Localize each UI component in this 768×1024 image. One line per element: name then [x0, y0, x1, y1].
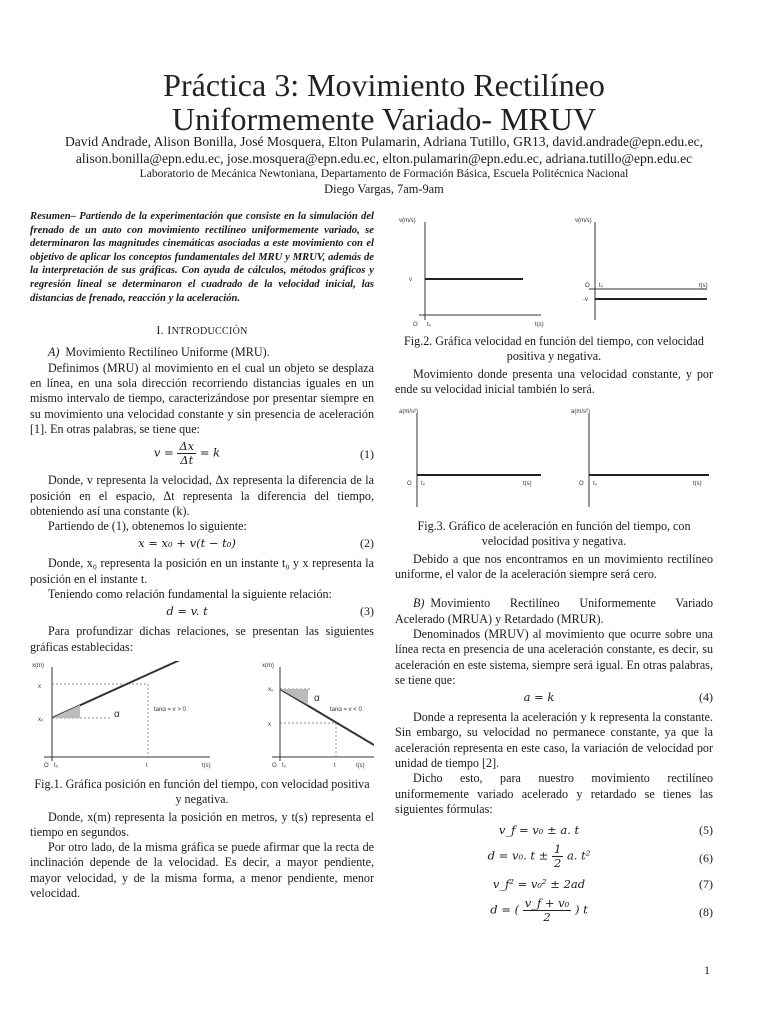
fig2-left-origin: O — [413, 322, 418, 328]
fig3-left-graph — [399, 409, 541, 507]
fig1-left-relation: tanα = v > 0 — [154, 706, 186, 713]
fig2-left-y-axis-label: v(m/s) — [399, 218, 416, 224]
eq6-fraction — [552, 843, 563, 870]
subsection-b-title: Movimiento Rectilíneo Uniformemente Variado Acelerado (MRUA) y Retardado (MRUR). — [395, 596, 713, 626]
section-rest: NTRODUCCIÓN — [171, 326, 248, 338]
paragraph: Movimiento donde presenta una velocidad constante, y por ende su velocidad inicial también lo será. — [395, 366, 713, 396]
fig2-right-v-label: -v — [583, 297, 588, 303]
figure-1-caption: Fig.1. Gráfica posición en función del tiempo, con velocidad positiva y negativa. — [34, 776, 370, 807]
equation-3 — [30, 604, 374, 622]
fig2-left-t0: t₀ — [427, 322, 432, 328]
fig1-right-position-line — [280, 689, 374, 745]
paragraph: Denominados (MRUV) al movimiento que ocurre sobre una línea recta en presencia de una aceleración constante, es decir, su aceleración en este sistema, siempre será igual. En otras palabras, se tiene que: — [395, 626, 713, 687]
equation-4 — [395, 690, 713, 708]
fig1-right-alpha: α — [314, 692, 320, 704]
paragraph: Donde, x(m) representa la posición en metros, y t(s) representa el tiempo en segundos. — [30, 809, 374, 839]
left-column — [30, 210, 374, 901]
paragraph: Definimos (MRU) al movimiento en el cual un objeto se desplaza en línea, en una sola dirección recorriendo distancias iguales en un mismo intervalo de tiempo, caracterizándose por presentar siempre en su movimiento una velocidad constante y sin presencia de aceleración [1]. En otras palabras, se tiene que: — [30, 360, 374, 436]
figure-3-caption: Fig.3. Gráfico de aceleración en función del tiempo, con velocidad positiva y negativa. — [417, 519, 691, 549]
fig1-left-t: t — [146, 762, 148, 769]
fig2-left-v-label: v — [409, 277, 412, 283]
equation-8 — [395, 897, 713, 929]
equation-number: (6) — [699, 851, 713, 866]
fig1-right-x-label: x — [268, 721, 271, 728]
abstract: Resumen– Partiendo de la experimentación que consiste en la simulación del frenado de un auto con movimiento rectilíneo uniformemente variado, se determinaron las magnitudes cinemáticas asociadas a este movimiento con el objetivo de aplicar los conceptos fundamentales del MRU y MRUV, además de la interpretación de sus gráficas. Con ayuda de cálculos, métodos gráficos y regresión lineal se determinaron el cuadrado de la velocidad inicial, las distancias de frenado, reacción y la aceleración. — [30, 211, 374, 304]
fig3-left-origin: O — [407, 481, 412, 488]
fig3-left-t0: t₀ — [421, 481, 426, 488]
fig1-left-x-label: x — [38, 683, 41, 690]
paper-title: Práctica 3: Movimiento Rectilíneo Uniformemente Variado- MRUV — [163, 67, 605, 137]
eq4-body: a = k — [523, 690, 555, 705]
equation-number: (3) — [360, 604, 374, 619]
fig2-left-x-axis-label: t(s) — [535, 322, 544, 328]
paragraph: Para profundizar dichas relaciones, se presentan las siguientes gráficas establecidas: — [30, 624, 374, 654]
equation-2 — [30, 536, 374, 554]
section-number: I. — [156, 323, 164, 338]
equation-number: (8) — [699, 905, 713, 920]
equation-number: (7) — [699, 877, 713, 892]
equation-number: (1) — [360, 447, 374, 462]
paragraph: Donde, v representa la velocidad, Δx representa la diferencia de la posición en el espacio, Δt representa la diferencia del tiempo, obteniendo así una constante (k). — [30, 473, 374, 518]
eq2-body: x = x₀ + v(t − t₀) — [138, 536, 236, 551]
subsection-b — [395, 596, 713, 627]
eq6-denominator: 2 — [553, 856, 562, 871]
author-list: David Andrade, Alison Bonilla, José Mosquera, Elton Pulamarin, Adriana Tutillo, GR13, david.andrade@epn.edu.ec, alison.bonilla@epn.edu.ec, jose.mosquera@epn.edu.ec, elton.pulamarin@epn.edu.ec, adriana.tutillo@epn.edu.ec — [64, 134, 704, 166]
fig1-left-alpha: α — [114, 708, 120, 720]
fig1-right-x0-label: x₀ — [268, 686, 274, 693]
fig3-left-y-axis-label: a(m/s²) — [399, 409, 418, 416]
subsection-b-label: B) — [413, 596, 425, 611]
fig2-right-origin: O — [585, 283, 590, 289]
equation-7 — [395, 877, 713, 895]
fig1-right-origin: O — [272, 762, 277, 769]
paragraph: Teniendo como relación fundamental la siguiente relación: — [48, 587, 332, 602]
figure-2-caption: Fig.2. Gráfica velocidad en función del tiempo, con velocidad positiva y negativa. — [404, 334, 704, 364]
subsection-a — [30, 345, 374, 360]
fig2-right-x-axis-label: t(s) — [699, 283, 708, 289]
eq8-post: ) t — [574, 902, 588, 917]
affiliation: Laboratorio de Mecánica Newtoniana, Departamento de Formación Básica, Escuela Politécnica Nacional — [139, 167, 629, 180]
fig1-right-relation: tanα = v < 0 — [330, 706, 362, 713]
eq1-fraction — [177, 440, 196, 467]
fig1-left-x0-label: x₀ — [38, 716, 44, 723]
eq3-body: d = v. t — [166, 604, 208, 619]
figure-3-graphs — [395, 403, 713, 515]
fig3-right-t0: t₀ — [593, 481, 598, 488]
fig1-left-y-axis-label: x(m) — [32, 662, 44, 669]
figure-2-graphs — [395, 212, 713, 330]
fig2-right-graph — [575, 218, 708, 320]
paragraph: Donde a representa la aceleración y k representa la constante. Sin embargo, su velocidad no permanece constante, ya que la aceleración representa en este caso, la variación de velocidad por unidad de tiempo [2]. — [395, 710, 713, 771]
fig3-right-graph — [571, 409, 709, 507]
fig1-left-graph — [32, 661, 211, 769]
figure-1-graphs — [30, 661, 374, 773]
paragraph: Dicho esto, para nuestro movimiento rectilíneo uniformemente variado acelerado y retardado se tienes las siguientes fórmulas: — [395, 771, 713, 816]
paragraph: Por otro lado, de la misma gráfica se puede afirmar que la recta de inclinación depende de la velocidad. Es decir, a mayor pendiente, mayor velocidad, y de la misma forma, a menor pendiente, menor velocidad. — [30, 840, 374, 900]
figure-1 — [30, 661, 374, 808]
eq1-numerator: Δx — [179, 439, 195, 454]
equation-number: (4) — [699, 690, 713, 705]
fig1-right-t: t — [334, 762, 336, 769]
professor-schedule: Diego Vargas, 7am-9am — [324, 182, 444, 196]
fig2-right-t0: t₀ — [599, 283, 604, 289]
paragraph: Debido a que nos encontramos en un movimiento rectilíneo uniforme, el valor de la aceleración siempre será cero. — [395, 551, 713, 582]
fig3-right-y-axis-label: a(m/s²) — [571, 409, 590, 416]
eq5-body: v_f = v₀ ± a. t — [498, 823, 580, 838]
section-heading-introduccion — [30, 323, 374, 339]
fig3-left-x-axis-label: t(s) — [523, 481, 532, 488]
eq8-fraction — [523, 897, 572, 924]
eq8-pre: d = ( — [490, 902, 520, 917]
eq6-pre: d = v₀. t ± — [487, 848, 549, 863]
eq8-denominator: 2 — [543, 910, 551, 925]
fig3-right-x-axis-label: t(s) — [693, 481, 702, 488]
eq1-denominator: Δt — [180, 453, 194, 468]
section-initial: I — [167, 323, 172, 338]
fig1-right-y-axis-label: x(m) — [262, 662, 274, 669]
fig3-right-origin: O — [579, 481, 584, 488]
figure-2 — [395, 212, 713, 365]
fig1-left-t0: t₀ — [54, 762, 59, 769]
fig1-right-graph — [262, 663, 374, 769]
eq6-numerator: 1 — [553, 842, 562, 857]
paragraph: Partiendo de (1), obtenemos lo siguiente: — [48, 519, 247, 534]
eq8-numerator: v_f + v₀ — [524, 896, 570, 911]
equation-5 — [395, 823, 713, 841]
paragraph: Donde, x₀ representa la posición en un instante t₀ y x representa la posición en el instante t. — [30, 556, 374, 586]
eq6-post: a. t² — [566, 848, 591, 863]
fig1-left-origin: O — [44, 762, 49, 769]
subsection-a-label: A) — [48, 345, 60, 360]
fig1-right-x-axis-label: t(s) — [356, 762, 365, 769]
page-number: 1 — [704, 963, 710, 977]
equation-6 — [395, 843, 713, 875]
subsection-a-title: Movimiento Rectilíneo Uniforme (MRU). — [65, 345, 270, 360]
equation-1 — [30, 439, 374, 471]
eq1-rhs: = k — [199, 445, 221, 460]
fig1-left-x-axis-label: t(s) — [202, 762, 211, 769]
equation-number: (2) — [360, 536, 374, 551]
equation-number: (5) — [699, 823, 713, 838]
figure-3 — [395, 403, 713, 550]
fig2-right-y-axis-label: v(m/s) — [575, 218, 592, 224]
fig2-left-graph — [399, 218, 544, 328]
right-column — [395, 212, 713, 931]
fig1-right-t0: t₀ — [282, 762, 287, 769]
eq7-body: v_f² = v₀² ± 2ad — [492, 877, 586, 892]
eq1-lhs: v = — [153, 445, 174, 460]
